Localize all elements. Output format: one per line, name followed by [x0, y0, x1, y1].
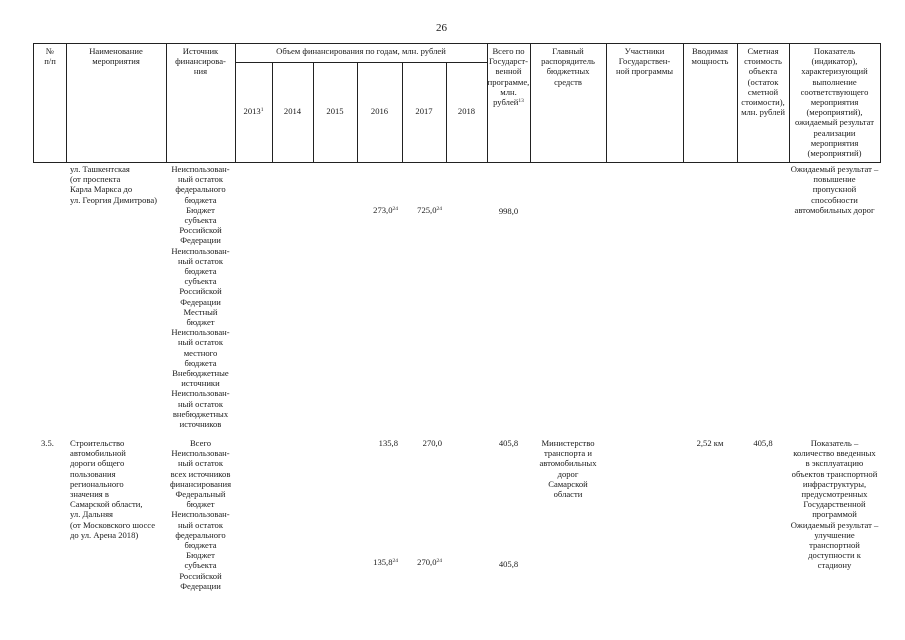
page-number: 26	[436, 22, 447, 34]
row-b-subject-value-2017: 270,0$^{24}$	[417, 557, 442, 567]
row-a-sources: Неиспользован- ный остаток федерального бюджета Бюджет субъекта Российской Федерации Неиспользован- ный остаток бюджета субъекта Российской Федерации Местный бюджет Неиспользован- ный остаток местного бюджета Внебюджетные источники Неиспользован- ный остаток внебюджетных источников	[171, 164, 230, 430]
row-b-name: Строительство автомобильной дороги общего пользования регионального значения в Самарской области, ул. Дальняя (от Московского шоссе до ул. Арена 2018)	[70, 438, 156, 540]
header-participants: Участники Государствен- ной программы	[615, 46, 674, 77]
row-a-value-2017: 725,0$^{24}$	[417, 205, 442, 215]
row-b-num: 3.5.	[41, 438, 54, 448]
row-a-name: ул. Ташкентская (от проспекта Карла Маркса до ул. Георгия Димитрова)	[70, 164, 158, 205]
row-b-subject-total: 405,8	[498, 559, 519, 569]
header-year-2014: 2014	[283, 106, 302, 116]
header-years-group: Объем финансирования по годам, млн. рублей	[276, 46, 446, 56]
header-year-2018: 2018	[457, 106, 476, 116]
header-num: № п/п	[44, 46, 56, 67]
row-a-indicator: Ожидаемый результат – повышение пропускной способности автомобильных дорог	[790, 164, 879, 215]
header-year-2015: 2015	[326, 106, 344, 116]
header-manager: Главный распорядитель бюджетных средств	[541, 46, 595, 87]
header-capacity: Вводимая мощность	[691, 46, 729, 67]
col-line	[235, 43, 236, 163]
header-year-2017: 2017	[415, 106, 433, 116]
row-b-value-2016: 135,8	[378, 438, 398, 448]
header-top-line	[33, 43, 881, 44]
header-source: Источник финансирова- ния	[175, 46, 226, 77]
header-estimate: Сметная стоимость объекта (остаток сметной стоимости), млн. рублей	[741, 46, 785, 118]
col-line	[880, 43, 881, 163]
row-b-capacity: 2,52 км	[696, 438, 724, 448]
row-a-total: 998,0	[498, 206, 519, 216]
header-total: Всего по Государст- венной программе, млн. рублей$^{13}$	[487, 46, 530, 108]
row-b-value-2017: 270,0	[422, 438, 442, 448]
row-b-estimate: 405,8	[753, 438, 773, 448]
header-year-2016: 2016	[370, 106, 389, 116]
row-a-value-2016: 273,0$^{24}$	[373, 205, 398, 215]
header-bottom-line	[33, 162, 881, 163]
header-year-2013: 2013$^1$	[243, 106, 264, 116]
header-indicator: Показатель (индикатор), характеризующий выполнение соответствующего мероприятия (мероприятий), ожидаемый результат реализации мероприятия (мероприятий)	[794, 46, 875, 159]
row-b-subject-value-2016: 135,8$^{24}$	[373, 557, 398, 567]
row-b-total: 405,8	[498, 438, 519, 448]
row-b-indicator: Показатель – количество введенных в эксплуатацию объектов транспортной инфраструктуры, предусмотренных Государственной программой Ожидаемый результат – улучшение транспортной доступности к стадиону	[790, 438, 879, 571]
header-name: Наименование мероприятия	[89, 46, 143, 67]
row-b-sources: Всего Неиспользован- ный остаток всех источников финансирования Федеральный бюджет Неиспользован- ный остаток федерального бюджета Бюджет субъекта Российской Федерации	[169, 438, 232, 591]
row-b-manager: Министерство транспорта и автомобильных дорог Самарской области	[539, 438, 597, 500]
